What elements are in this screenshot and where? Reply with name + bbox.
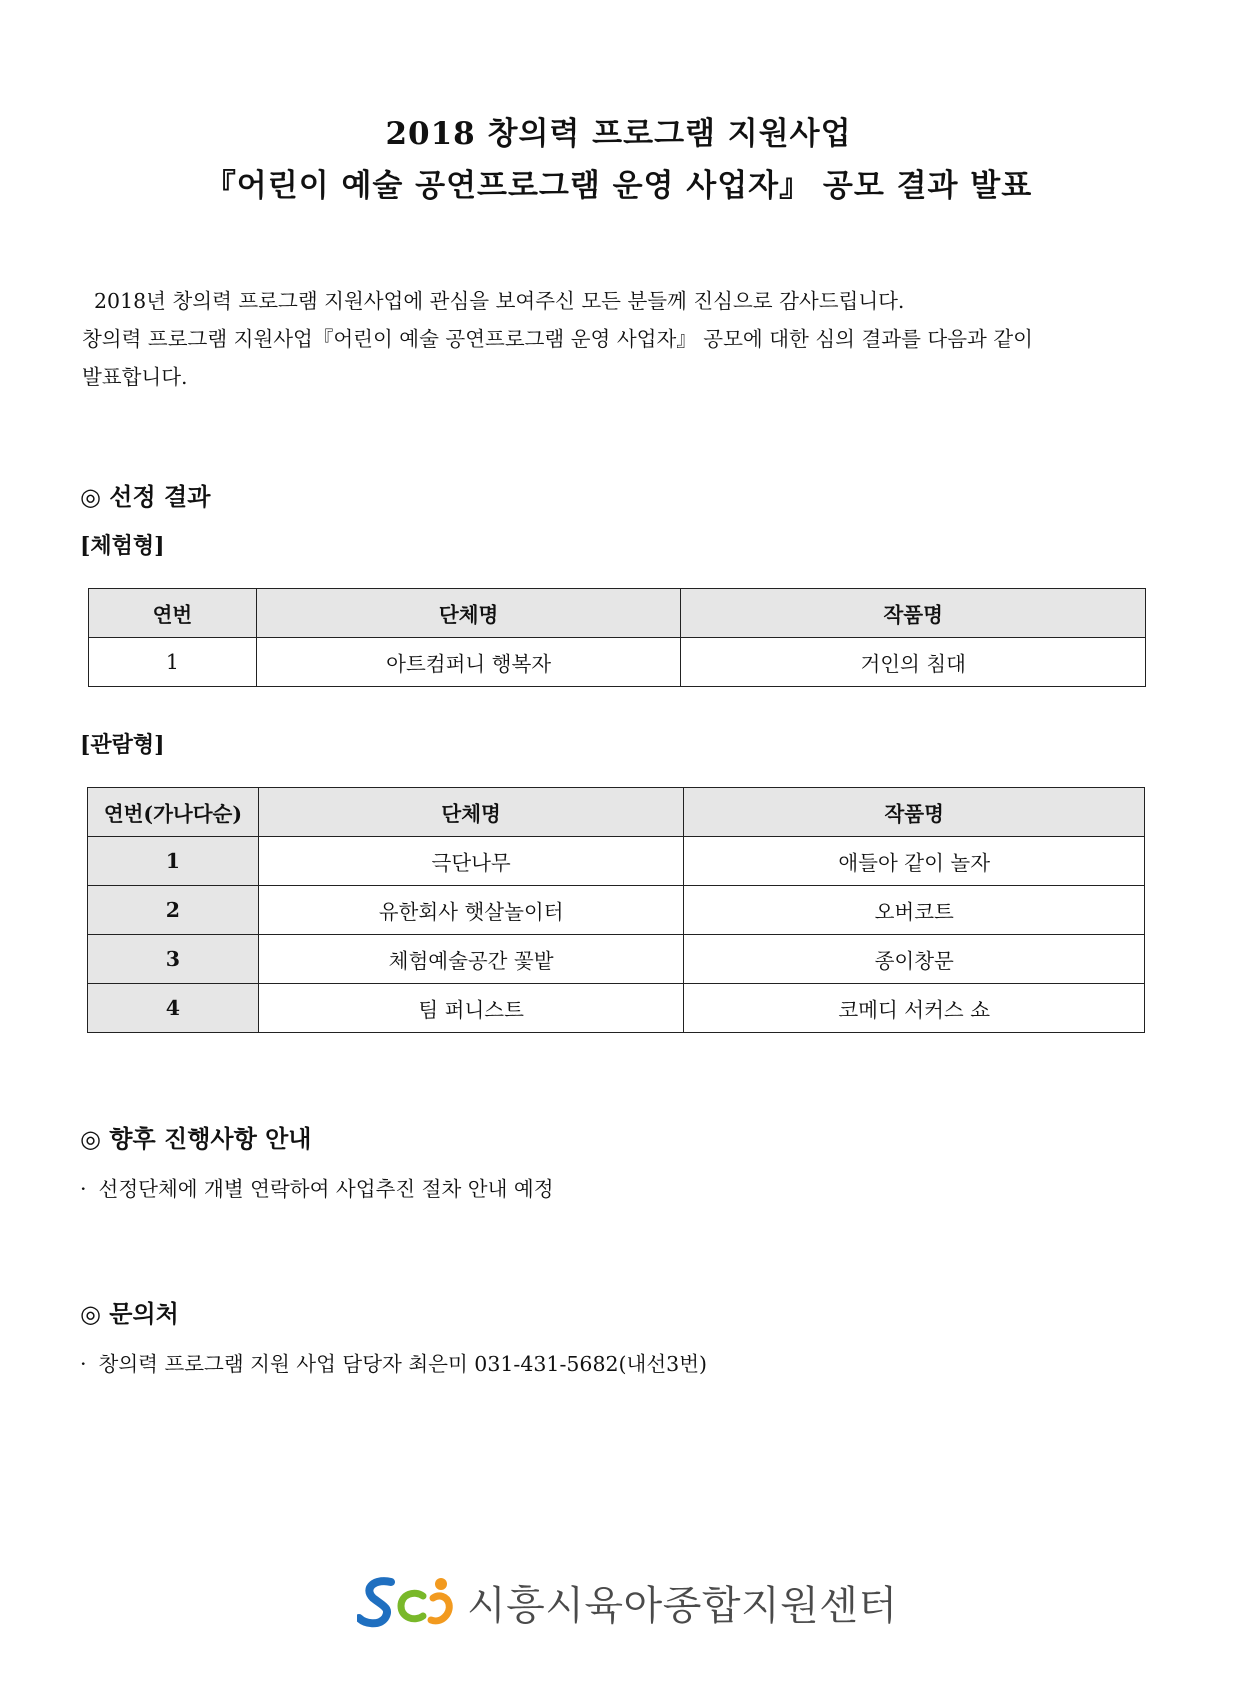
center-name: 시흥시육아종합지원센터 xyxy=(467,1582,898,1629)
table-header-row xyxy=(89,589,1146,638)
intro-line-1: 2018년 창의력 프로그램 지원사업에 관심을 보여주신 모든 분들께 진심으로 감사드립니다. xyxy=(94,289,905,313)
bullet-dot: · xyxy=(80,1177,87,1201)
intro-line-3: 발표합니다. xyxy=(82,365,188,389)
table-row xyxy=(88,837,1145,886)
table-row xyxy=(88,886,1145,935)
viewing-type-label: [관람형] xyxy=(80,732,165,758)
column-header-organization: 단체명 xyxy=(258,788,684,837)
organization-name: 팀 퍼니스트 xyxy=(258,984,684,1033)
column-header-organization: 단체명 xyxy=(256,589,681,638)
row-number: 4 xyxy=(88,984,259,1033)
contact-heading: ◎ 문의처 xyxy=(80,1299,179,1328)
selection-result-heading: ◎ 선정 결과 xyxy=(80,482,211,511)
bullet-dot: · xyxy=(80,1352,87,1376)
document-title-line-1: 2018 창의력 프로그램 지원사업 xyxy=(385,116,852,152)
work-title: 코메디 서커스 쇼 xyxy=(684,984,1145,1033)
contact-text: 창의력 프로그램 지원 사업 담당자 최은미 031-431-5682(내선3번) xyxy=(98,1352,708,1376)
organization-name: 아트컴퍼니 행복자 xyxy=(256,638,681,687)
experience-type-label: [체험형] xyxy=(80,533,165,559)
column-header-number: 연번 xyxy=(89,589,257,638)
work-title: 종이창문 xyxy=(684,935,1145,984)
experience-result-table xyxy=(88,588,1146,687)
row-number: 2 xyxy=(88,886,259,935)
column-header-number: 연번(가나다순) xyxy=(88,788,259,837)
table-row xyxy=(88,935,1145,984)
viewing-result-table xyxy=(87,787,1145,1033)
organization-name: 극단나무 xyxy=(258,837,684,886)
row-number: 1 xyxy=(89,638,257,687)
row-number: 3 xyxy=(88,935,259,984)
contact-item xyxy=(80,1347,707,1377)
column-header-work-title: 작품명 xyxy=(681,589,1146,638)
document-title-line-2: 『어린이 예술 공연프로그램 운영 사업자』 공모 결과 발표 xyxy=(204,168,1033,204)
work-title: 거인의 침대 xyxy=(681,638,1146,687)
work-title: 애들아 같이 놀자 xyxy=(684,837,1145,886)
next-steps-item xyxy=(80,1172,554,1202)
next-steps-heading: ◎ 향후 진행사항 안내 xyxy=(80,1124,312,1153)
sc-logo-icon xyxy=(357,1572,457,1632)
table-header-row xyxy=(88,788,1145,837)
center-logo xyxy=(357,1572,898,1632)
organization-name: 체험예술공간 꽃밭 xyxy=(258,935,684,984)
organization-name: 유한회사 햇살놀이터 xyxy=(258,886,684,935)
table-row xyxy=(89,638,1146,687)
table-row xyxy=(88,984,1145,1033)
column-header-work-title: 작품명 xyxy=(684,788,1145,837)
intro-paragraph xyxy=(82,282,1152,396)
row-number: 1 xyxy=(88,837,259,886)
next-steps-text: 선정단체에 개별 연락하여 사업추진 절차 안내 예정 xyxy=(98,1177,554,1201)
work-title: 오버코트 xyxy=(684,886,1145,935)
intro-line-2: 창의력 프로그램 지원사업『어린이 예술 공연프로그램 운영 사업자』 공모에 대한 심의 결과를 다음과 같이 xyxy=(82,327,1033,351)
